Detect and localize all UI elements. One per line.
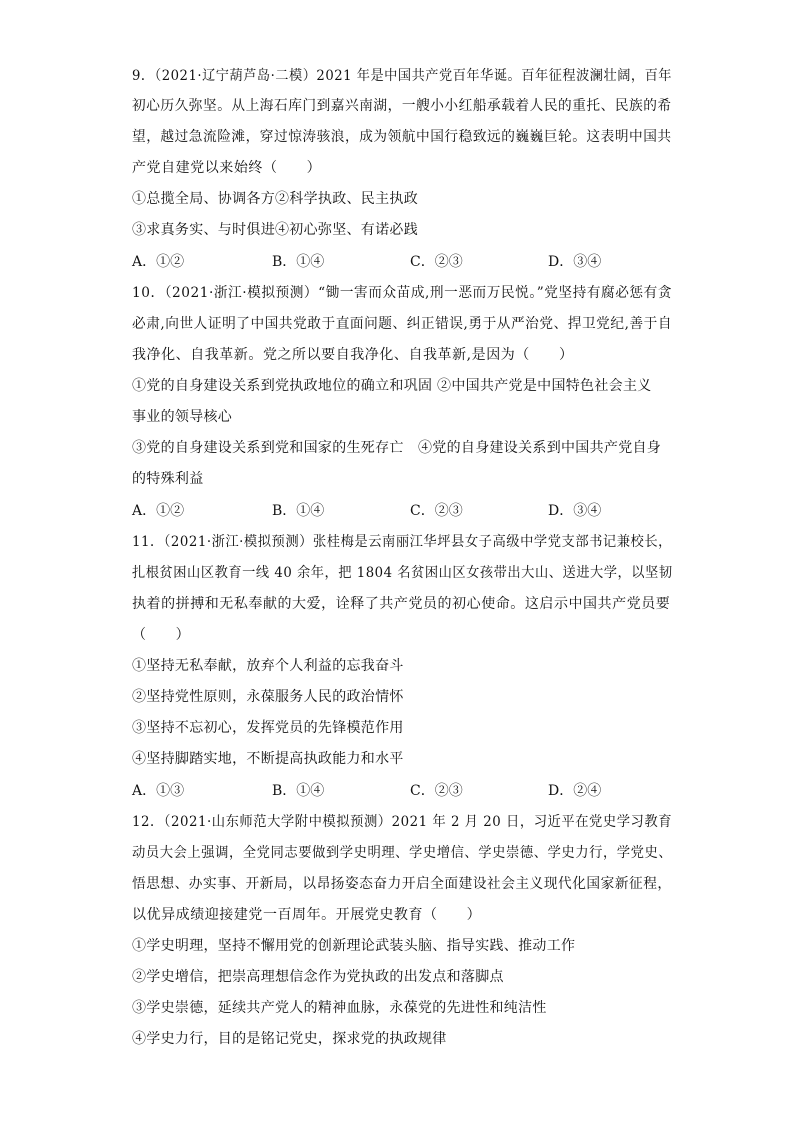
question-10-stem-line-2: 必肃,向世人证明了中国共党敢于直面问题、纠正错误,勇于从严治党、捍卫党纪,善于自 [132,316,673,332]
question-11-stem-line-3: 执着的拼搏和无私奉献的大爱，诠释了共产党员的初心使命。这启示中国共产党员要 [132,596,671,612]
question-12-statement-2: ②学史增信，把崇高理想信念作为党执政的出发点和落脚点 [132,969,504,985]
choice-a[interactable]: A．①② [132,254,185,270]
question-11-stem-line-4: （ ） [132,627,191,643]
choice-b[interactable]: B．①④ [272,503,325,519]
question-11-stem-line-1: 11．（2021·浙江·模拟预测）张桂梅是云南丽江华坪县女子高级中学党支部书记兼校长， [132,534,672,550]
question-12-stem-line-3: 悟思想、办实事、开新局，以昂扬姿态奋力开启全面建设社会主义现代化国家新征程， [132,876,672,892]
choice-c[interactable]: C．②③ [410,783,463,799]
choice-d[interactable]: D．②④ [548,783,602,799]
choice-b[interactable]: B．①④ [272,254,325,270]
question-11-choices [132,781,672,801]
choice-a[interactable]: A．①② [132,503,185,519]
choice-b[interactable]: B．①④ [272,783,325,799]
choice-c[interactable]: C．②③ [410,254,463,270]
question-9-choices [132,252,672,272]
question-12-stem-line-4: 以优异成绩迎接建党一百周年。开展党史教育（ ） [132,907,482,923]
question-11-statement-1: ①坚持无私奉献，放弃个人利益的忘我奋斗 [132,658,404,674]
question-10-statement-2: ③党的自身建设关系到党和国家的生死存亡 ④党的自身建设关系到中国共产党自身 [132,440,662,456]
choice-d[interactable]: D．③④ [548,254,602,270]
question-11-statement-3: ③坚持不忘初心，发挥党员的先锋模范作用 [132,720,404,736]
question-10-statement-2-cont: 的特殊利益 [132,471,204,487]
question-9-stem-line-4: 产党自建党以来始终（ ） [132,160,322,176]
question-12-stem-line-2: 动员大会上强调，全党同志要做到学史明理、学史增信、学史崇德、学史力行，学党史、 [132,845,673,861]
question-11-statement-2: ②坚持党性原则，永葆服务人民的政治情怀 [132,689,404,705]
question-10-statement-1-cont: 事业的领导核心 [132,409,233,425]
question-10-stem-line-3: 我净化、自我革新。党之所以要自我净化、自我革新,是因为（ ） [132,347,574,363]
question-11-statement-4: ④坚持脚踏实地，不断提高执政能力和水平 [132,751,404,767]
question-9-stem-line-3: 望，越过急流险滩，穿过惊涛骇浪，成为领航中国行稳致远的巍巍巨轮。这表明中国共 [132,129,672,145]
choice-c[interactable]: C．②③ [410,503,463,519]
question-12-statement-4: ④学史力行，目的是铭记党史，探求党的执政规律 [132,1031,447,1047]
question-12-stem-line-1: 12．（2021·山东师范大学附中模拟预测）2021 年 2 月 20 日，习近平在党史学习教育 [132,814,673,830]
choice-a[interactable]: A．①③ [132,783,185,799]
question-10-choices [132,501,672,521]
question-9-stem-line-2: 初心历久弥坚。从上海石库门到嘉兴南湖，一艘小小红船承载着人民的重托、民族的希 [132,98,672,114]
question-12-statement-1: ①学史明理，坚持不懈用党的创新理论武装头脑、指导实践、推动工作 [132,938,576,954]
question-9-stem-line-1: 9．（2021·辽宁葫芦岛·二模）2021 年是中国共产党百年华诞。百年征程波澜壮阔，百年 [132,68,673,84]
question-9-statement-1: ①总揽全局、协调各方②科学执政、民主执政 [132,191,418,207]
choice-d[interactable]: D．③④ [548,503,602,519]
question-10-stem-line-1: 10．（2021·浙江·模拟预测）“锄一害而众苗成,刑一恶而万民悦。”党坚持有腐必惩有贪 [132,285,673,301]
question-11-stem-line-2: 扎根贫困山区教育一线 40 余年，把 1804 名贫困山区女孩带出大山、送进大学，以坚韧 [132,565,673,581]
question-9-statement-2: ③求真务实、与时俱进④初心弥坚、有诺必践 [132,222,418,238]
question-10-statement-1: ①党的自身建设关系到党执政地位的确立和巩固 ②中国共产党是中国特色社会主义 [132,378,652,394]
question-12-statement-3: ③学史崇德，延续共产党人的精神血脉，永葆党的先进性和纯洁性 [132,1000,547,1016]
